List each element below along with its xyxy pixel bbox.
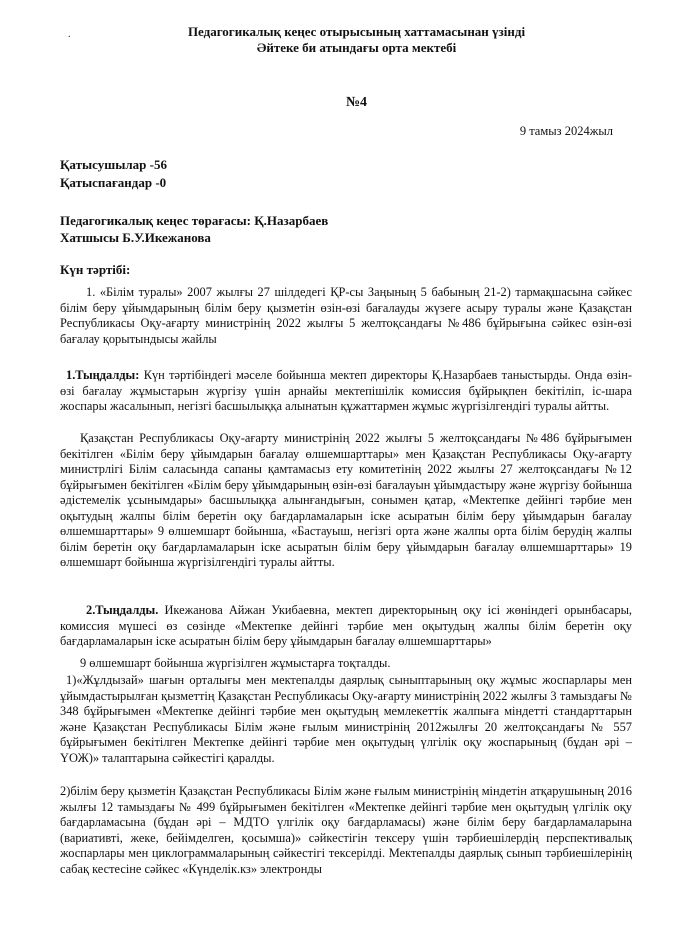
list-item-2: 2)білім беру қызметін Қазақстан Республикасы Білім және ғылым министрінің міндетін атқарушының 2016 жылғы 12 тамыздағы № 499 бұйрығымен бекітілген «Мектепке дейінгі тәрбие мен оқытудың үлгілік оқу бағдарламасына (бұдан әрі – МДТО үлгілік оқу бағдарламасы) және білім беру бағдарламаларына (вариативті, жеке, бейімделген, қосымша)» сәйкестігін тексеру үшін тәрбиешілердің перспективалық жоспарлары мен циклограммаларының сәйкестігі тексерілді. Мектепалды даярлық сынып тәрбиешілерінің сабақ кестесіне сәйкес «Күнделік.кз» электронды [60, 784, 632, 876]
heard-label-2: 2.Тыңдалды. [86, 603, 159, 617]
agenda-title: Күн тәртібі: [60, 262, 131, 277]
heard-paragraph-2 [60, 603, 632, 650]
heard-text-1: Күн тәртібіндегі мәселе бойынша мектеп директоры Қ.Назарбаев таныстырды. Онда өзін-өзі бағалау жұмыстарын жүргізу үшін арнайы мектепішілік комиссия бұйрықпен бекітіліп, іс-шара жоспары жасалынып, негізгі басшылыққа алынатын құжаттармен жұмыс жүргізілгендігі туралы айтты. [60, 368, 632, 413]
attendees-count: Қатысушылар -56 [60, 157, 167, 172]
scan-mark: . [68, 29, 71, 40]
protocol-number: №4 [345, 95, 368, 110]
secretary: Хатшысы Б.У.Икежанова [60, 230, 211, 245]
heard-label-1: 1.Тыңдалды: [66, 368, 140, 382]
list-item-1: 1)«Жұлдызай» шағын орталығы мен мектепалды даярлық сыныптарының оқу жұмыс жоспарлары мен ұйымдастырылған қызметтің Қазақстан Республикасы Оқу-ағарту министрінің 2022 жылғы 3 тамыздағы № 348 бұйрығымен «Мектепке дейінгі тәрбие мен оқытудың мемлекеттік жалпыға міндетті стандарттарын және Қазақстан Республикасы Білім және ғылым министрінің 2012жылғы 20 желтоқсандағы № 557 бұйрығымен бекітілген Мектепке дейінгі тәрбие мен оқытудың үлгілік оқу жоспарының (бұдан әрі – ҮОЖ)» талаптарына сәйкестігі қаралды. [60, 673, 632, 765]
heard-text-2: Икежанова Айжан Укибаевна, мектеп директорының оқу ісі жөніндегі орынбасары, комиссия мүшесі өз сөзінде «Мектепке дейінгі тәрбие мен оқытудың жалпы білім беретін оқу бағдарламаларын іске асыратын білім беру ұйымдарын бағалау өлшемшарттары» [60, 603, 632, 648]
chairman: Педагогикалық кеңес төрағасы: Қ.Назарбаев [60, 213, 329, 228]
paragraph-criteria: Қазақстан Республикасы Оқу-ағарту министрінің 2022 жылғы 5 желтоқсандағы №486 бұйрығымен бекітілген «Білім беру ұйымдарын бағалау өлшемшарттары» мен Қазақстан Республикасы Оқу-ағарту министрлігі Білім саласында сапаны қамтамасыз ету комитетінің 2022 жылғы 27 желтоқсандағы №12 бұйрығымен бекітілген «Білім беру ұйымдарының өзін-өзі бағалауын ұйымдастыру және жүргізу бойынша әдістемелік ұсынымдары» басшылыққа алынғандығын, сонымен қатар, «Мектепке дейінгі тәрбие мен оқытудың жалпы білім беретін оқу бағдарламаларын іске асыратын білім беру ұйымдарын бағалау өлшемшарттары» 9 өлшемшарт бойынша, «Бастауыш, негізгі орта және жалпы орта білім берудің жалпы білім беретін оқу бағдарламаларын іске асыратын білім беру ұйымдарын бағалау өлшемшарттары» 19 өлшемшарт бойынша жүргізілгендігі туралы айтты. [60, 431, 632, 569]
absent-count: Қатыспағандар -0 [60, 175, 167, 190]
agenda-item-1: 1. «Білім туралы» 2007 жылғы 27 шілдедегі ҚР-сы Заңының 5 бабының 21-2) тармақшасына сәйкес білім беру ұйымдарының білім беру қызметін өзін-өзі бағалауды жүзеге асыру туралы және Қазақстан Республикасы Оқу-ағарту министрінің 2022 жылғы 5 желтоқсандағы №486 бұйрығына сәйкес өзін-өзі бағалау қорытындысы жайлы [60, 285, 632, 346]
paragraph-criterion-9: 9 өлшемшарт бойынша жүргізілген жұмыстарға тоқталды. [80, 656, 391, 670]
document-title: Педагогикалық кеңес отырысының хаттамасынан үзінді [187, 24, 526, 39]
heard-paragraph-1 [60, 368, 632, 415]
protocol-date: 9 тамыз 2024жыл [519, 124, 613, 138]
school-name: Әйтеке би атындағы орта мектебі [256, 40, 457, 55]
